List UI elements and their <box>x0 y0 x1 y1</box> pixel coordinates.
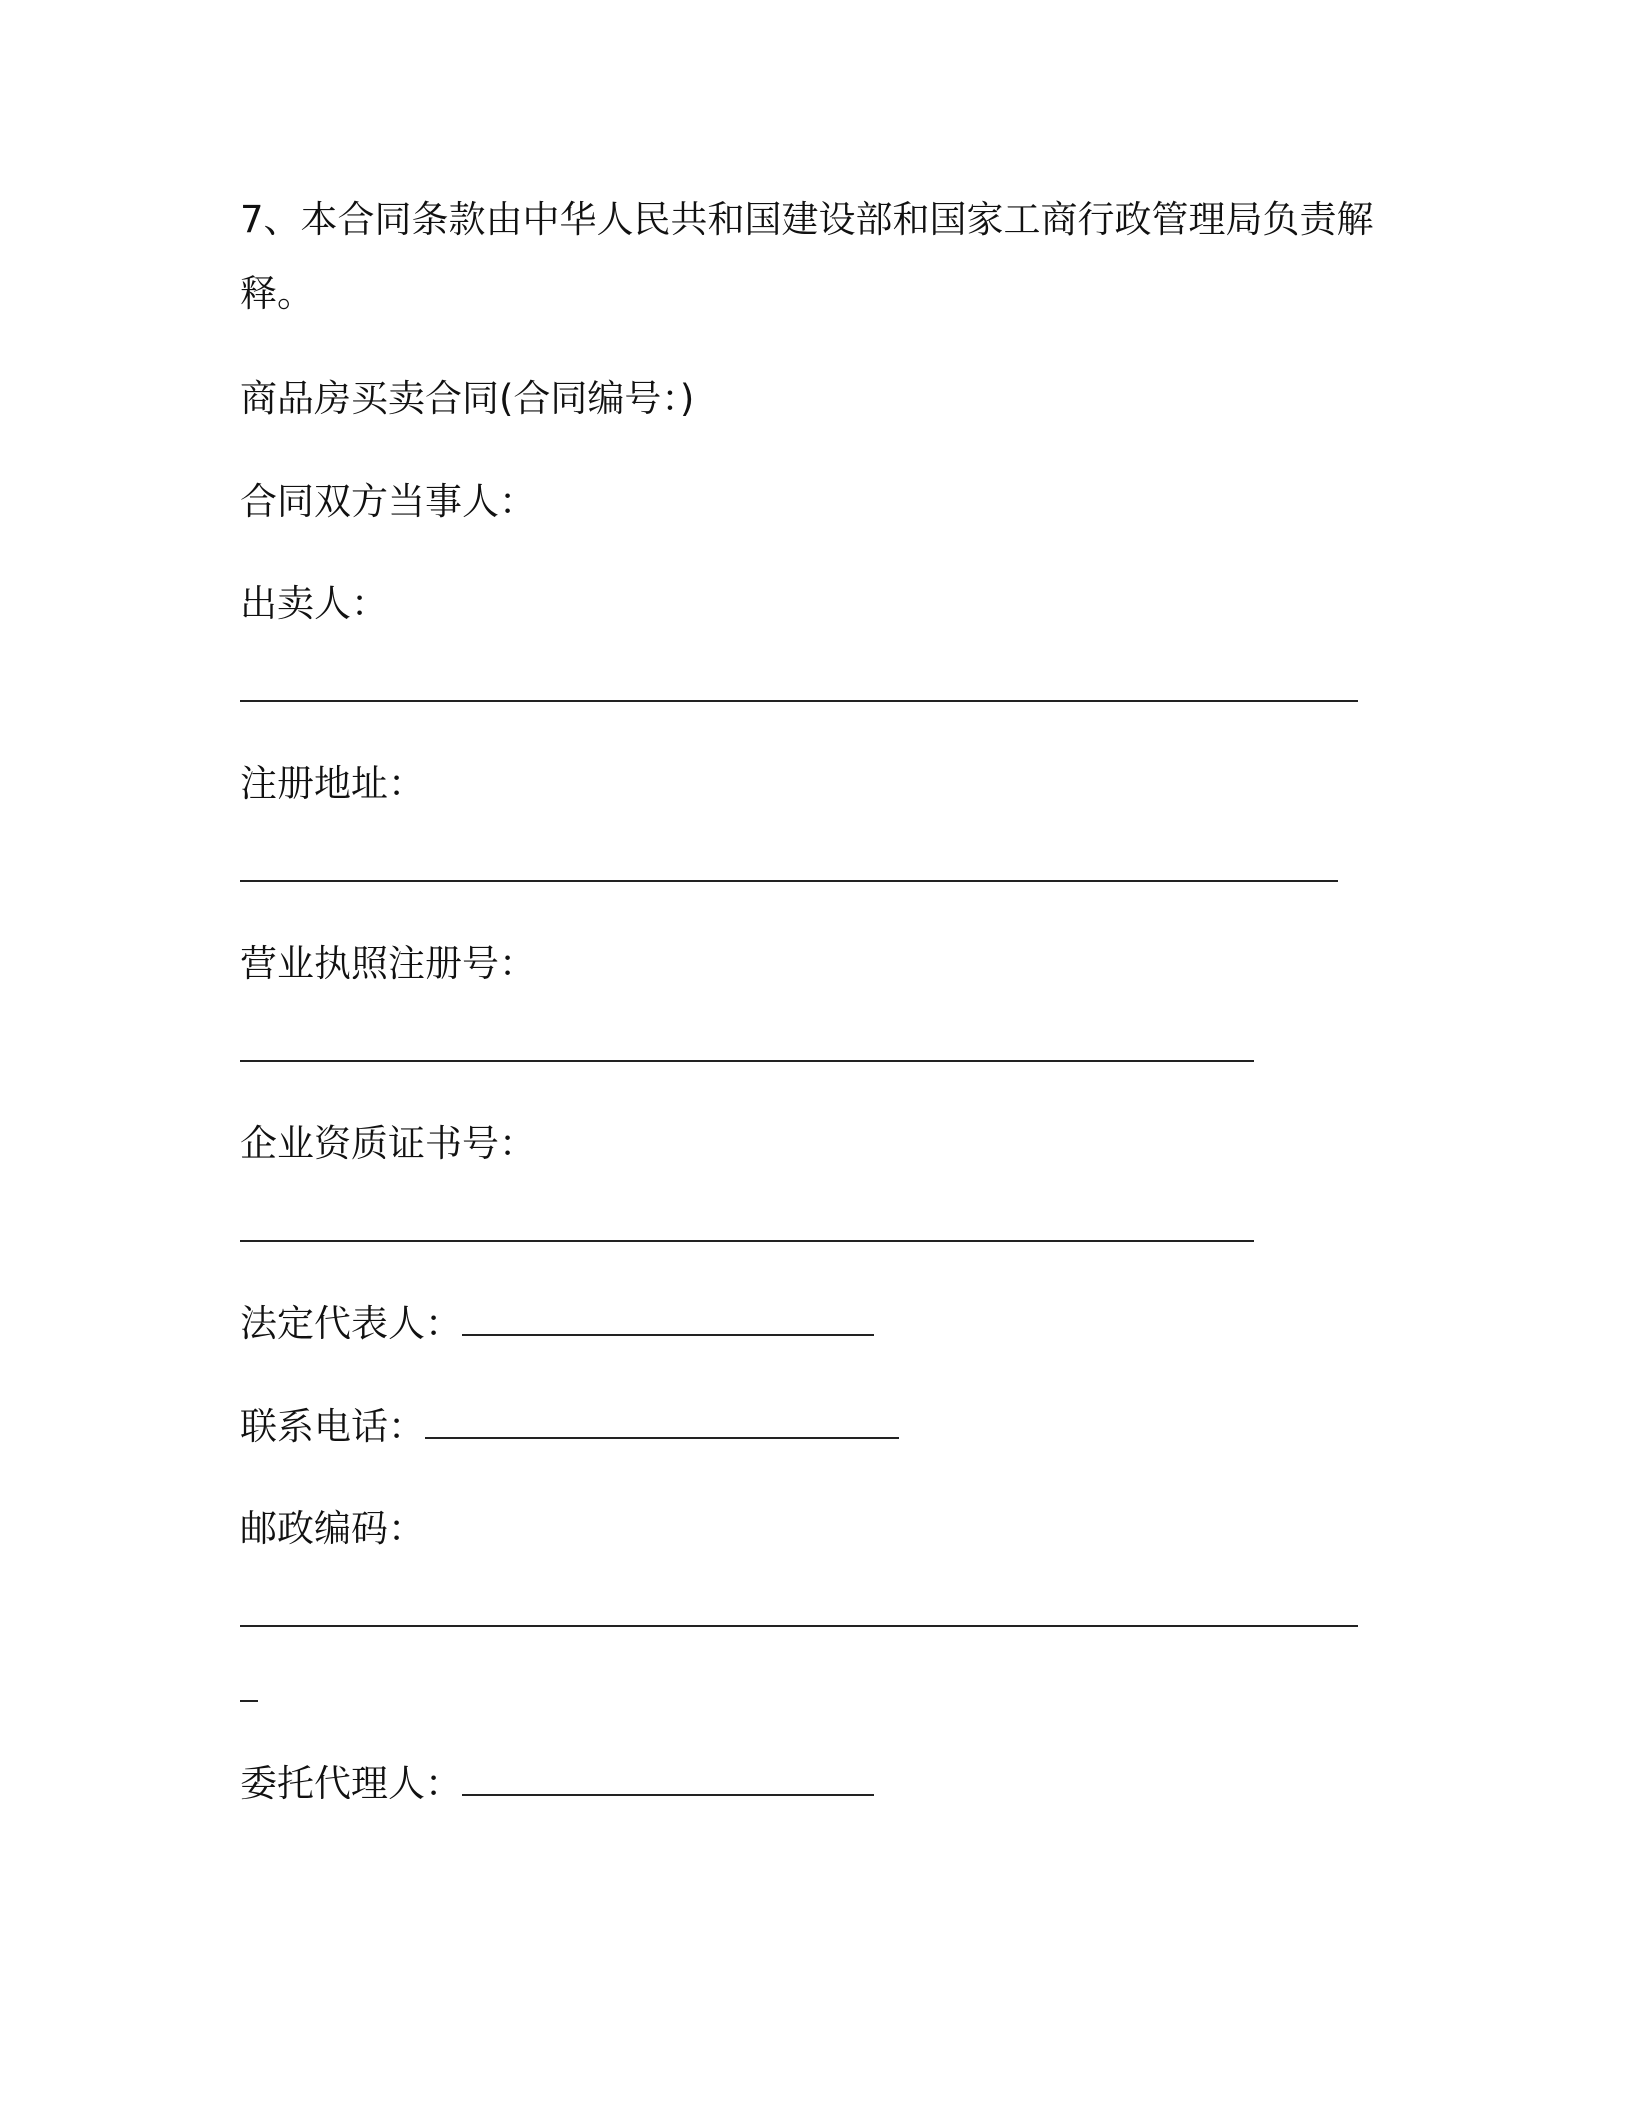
contact-phone-field <box>240 1405 899 1449</box>
legal-representative-field <box>240 1302 874 1346</box>
registered-address-label: 注册地址： <box>240 762 425 805</box>
seller-label: 出卖人： <box>240 582 388 625</box>
postal-code-blank-wrap <box>240 1700 258 1702</box>
clause-7-line-1: 7、本合同条款由中华人民共和国建设部和国家工商行政管理局负责解 <box>240 198 1374 241</box>
parties-heading: 合同双方当事人： <box>240 480 536 523</box>
qualification-cert-blank <box>240 1240 1254 1242</box>
business-license-blank <box>240 1060 1254 1062</box>
authorized-agent-label: 委托代理人： <box>240 1762 462 1805</box>
qualification-cert-label: 企业资质证书号： <box>240 1122 536 1165</box>
clause-7-line-2: 释。 <box>240 272 314 315</box>
business-license-label: 营业执照注册号： <box>240 942 536 985</box>
contract-title: 商品房买卖合同(合同编号：) <box>240 377 695 420</box>
seller-blank <box>240 700 1358 702</box>
postal-code-blank <box>240 1625 1358 1627</box>
contact-phone-blank <box>425 1435 899 1439</box>
contact-phone-label: 联系电话： <box>240 1405 425 1448</box>
registered-address-blank <box>240 880 1338 882</box>
authorized-agent-blank <box>462 1792 874 1796</box>
legal-representative-blank <box>462 1332 874 1336</box>
postal-code-label: 邮政编码： <box>240 1507 425 1550</box>
legal-representative-label: 法定代表人： <box>240 1302 462 1345</box>
authorized-agent-field <box>240 1762 874 1806</box>
